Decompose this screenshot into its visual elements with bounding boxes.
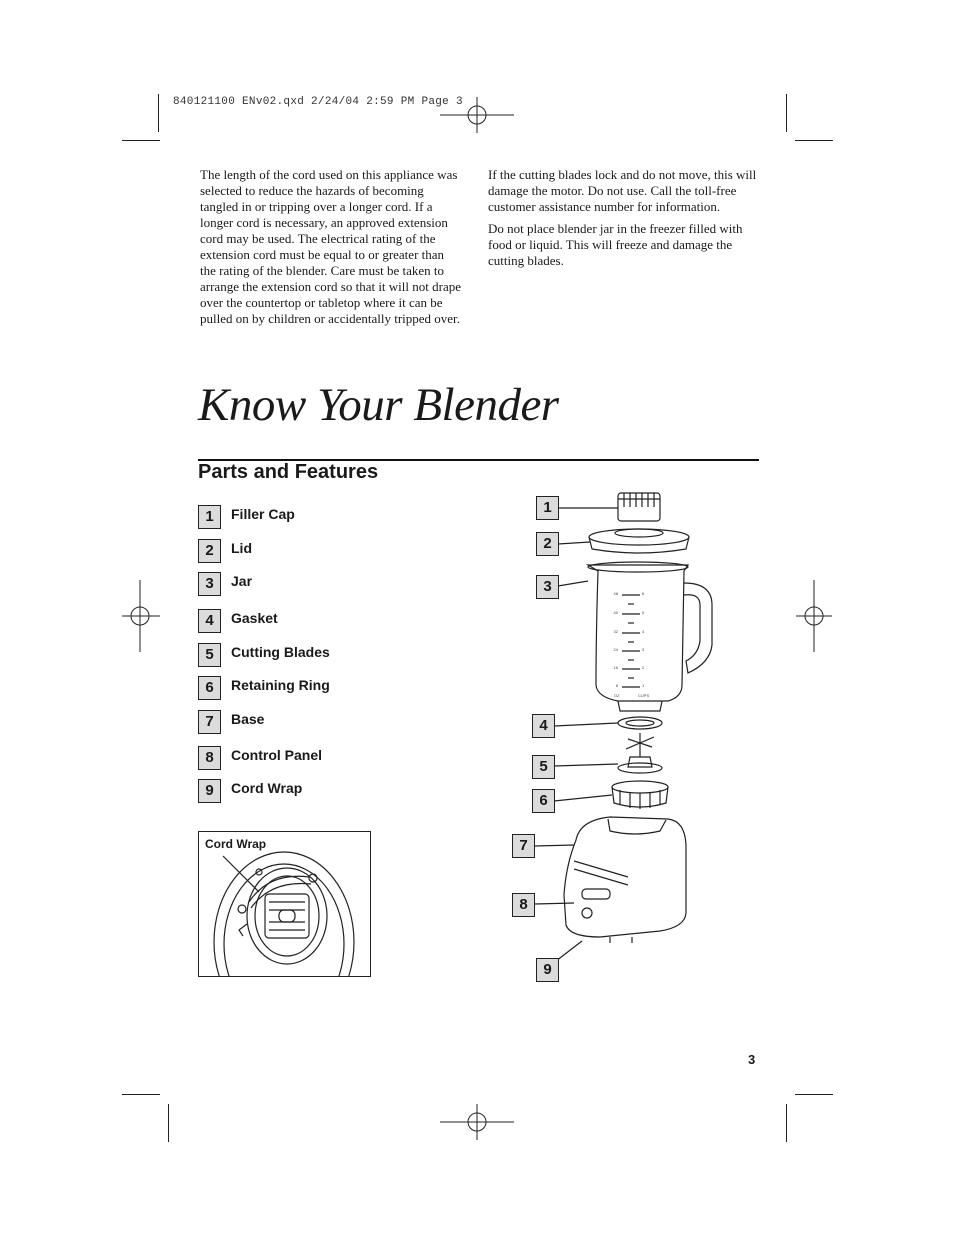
jar-marking-oz-1: 48 <box>613 591 618 596</box>
part-label: Cord Wrap <box>231 780 303 796</box>
section-heading: Parts and Features <box>198 461 379 483</box>
diagram-badge-cord-wrap: 9 <box>536 958 559 982</box>
jar-marking-cups-1: 6 <box>642 591 645 596</box>
cord-length-paragraph: The length of the cord used on this appliance was selected to reduce the hazards of becoming tangled in or tripping over a longer cord. If a longer cord is necessary, an approved extension cord may be used. The electrical rating of the extension cord must be equal to or greater than the rating of the blender. Care must be taken to arrange the extension cord so that it will not drape over the countertop or tabletop where it can be pulled on by children or accidentally tripped over. <box>200 167 462 326</box>
diagram-badge-lid: 2 <box>536 532 559 556</box>
jar-marking-cups-4: 3 <box>642 647 645 652</box>
jar-unit-cups: CUPS <box>638 693 650 698</box>
part-number-badge: 2 <box>198 539 221 563</box>
part-number-badge: 6 <box>198 676 221 700</box>
list-item <box>198 572 418 596</box>
diagram-badge-jar: 3 <box>536 575 559 599</box>
list-item <box>198 779 418 803</box>
part-number-badge: 9 <box>198 779 221 803</box>
diagram-badge-base: 7 <box>512 834 535 858</box>
jar-marking-oz-3: 32 <box>613 629 618 634</box>
jar-marking-cups-2: 5 <box>642 610 645 615</box>
list-item <box>198 539 418 563</box>
blender-exploded-diagram <box>500 485 730 995</box>
page-title: Know Your Blender <box>198 379 559 431</box>
jar-marking-oz-4: 24 <box>613 647 618 652</box>
part-label: Gasket <box>231 610 278 626</box>
part-number-badge: 4 <box>198 609 221 633</box>
list-item <box>198 643 418 667</box>
jar-marking-cups-6: 1 <box>642 683 645 688</box>
part-label: Lid <box>231 540 252 556</box>
jar-marking-oz-5: 16 <box>613 665 618 670</box>
diagram-badge-gasket: 4 <box>532 714 555 738</box>
cord-length-text-column <box>200 167 462 327</box>
list-item <box>198 746 418 770</box>
list-item <box>198 710 418 734</box>
print-slug: 840121100 ENv02.qxd 2/24/04 2:59 PM Page 3 <box>173 96 463 108</box>
diagram-badge-filler-cap: 1 <box>536 496 559 520</box>
freezer-warning-paragraph: Do not place blender jar in the freezer filled with food or liquid. This will freeze and damage the cutting blades. <box>488 221 743 268</box>
list-item <box>198 676 418 700</box>
part-number-badge: 1 <box>198 505 221 529</box>
part-number-badge: 5 <box>198 643 221 667</box>
diagram-badge-control-panel: 8 <box>512 893 535 917</box>
diagram-badge-cutting-blades: 5 <box>532 755 555 779</box>
part-label: Cutting Blades <box>231 644 330 660</box>
part-label: Control Panel <box>231 747 323 763</box>
blade-lock-paragraph: If the cutting blades lock and do not move, this will damage the motor. Do not use. Call the toll-free customer assistance number for information. <box>488 167 757 214</box>
list-item <box>198 505 418 529</box>
blade-warning-text-column <box>488 167 760 269</box>
jar-marking-oz-2: 40 <box>613 610 618 615</box>
part-number-badge: 8 <box>198 746 221 770</box>
part-number-badge: 3 <box>198 572 221 596</box>
jar-marking-oz-6: 8 <box>615 683 618 688</box>
cord-wrap-inset-label: Cord Wrap <box>205 837 267 851</box>
part-label: Jar <box>231 573 253 589</box>
jar-marking-cups-5: 2 <box>642 665 645 670</box>
jar-marking-cups-3: 4 <box>642 629 645 634</box>
jar-unit-oz: OZ <box>614 693 620 698</box>
part-label: Base <box>231 711 265 727</box>
part-label: Filler Cap <box>231 506 295 522</box>
diagram-badge-retaining-ring: 6 <box>532 789 555 813</box>
part-label: Retaining Ring <box>231 677 330 693</box>
cord-wrap-inset <box>198 831 371 977</box>
page-number: 3 <box>748 1052 756 1067</box>
part-number-badge: 7 <box>198 710 221 734</box>
list-item <box>198 609 418 633</box>
cord-wrap-illustration <box>199 832 370 976</box>
